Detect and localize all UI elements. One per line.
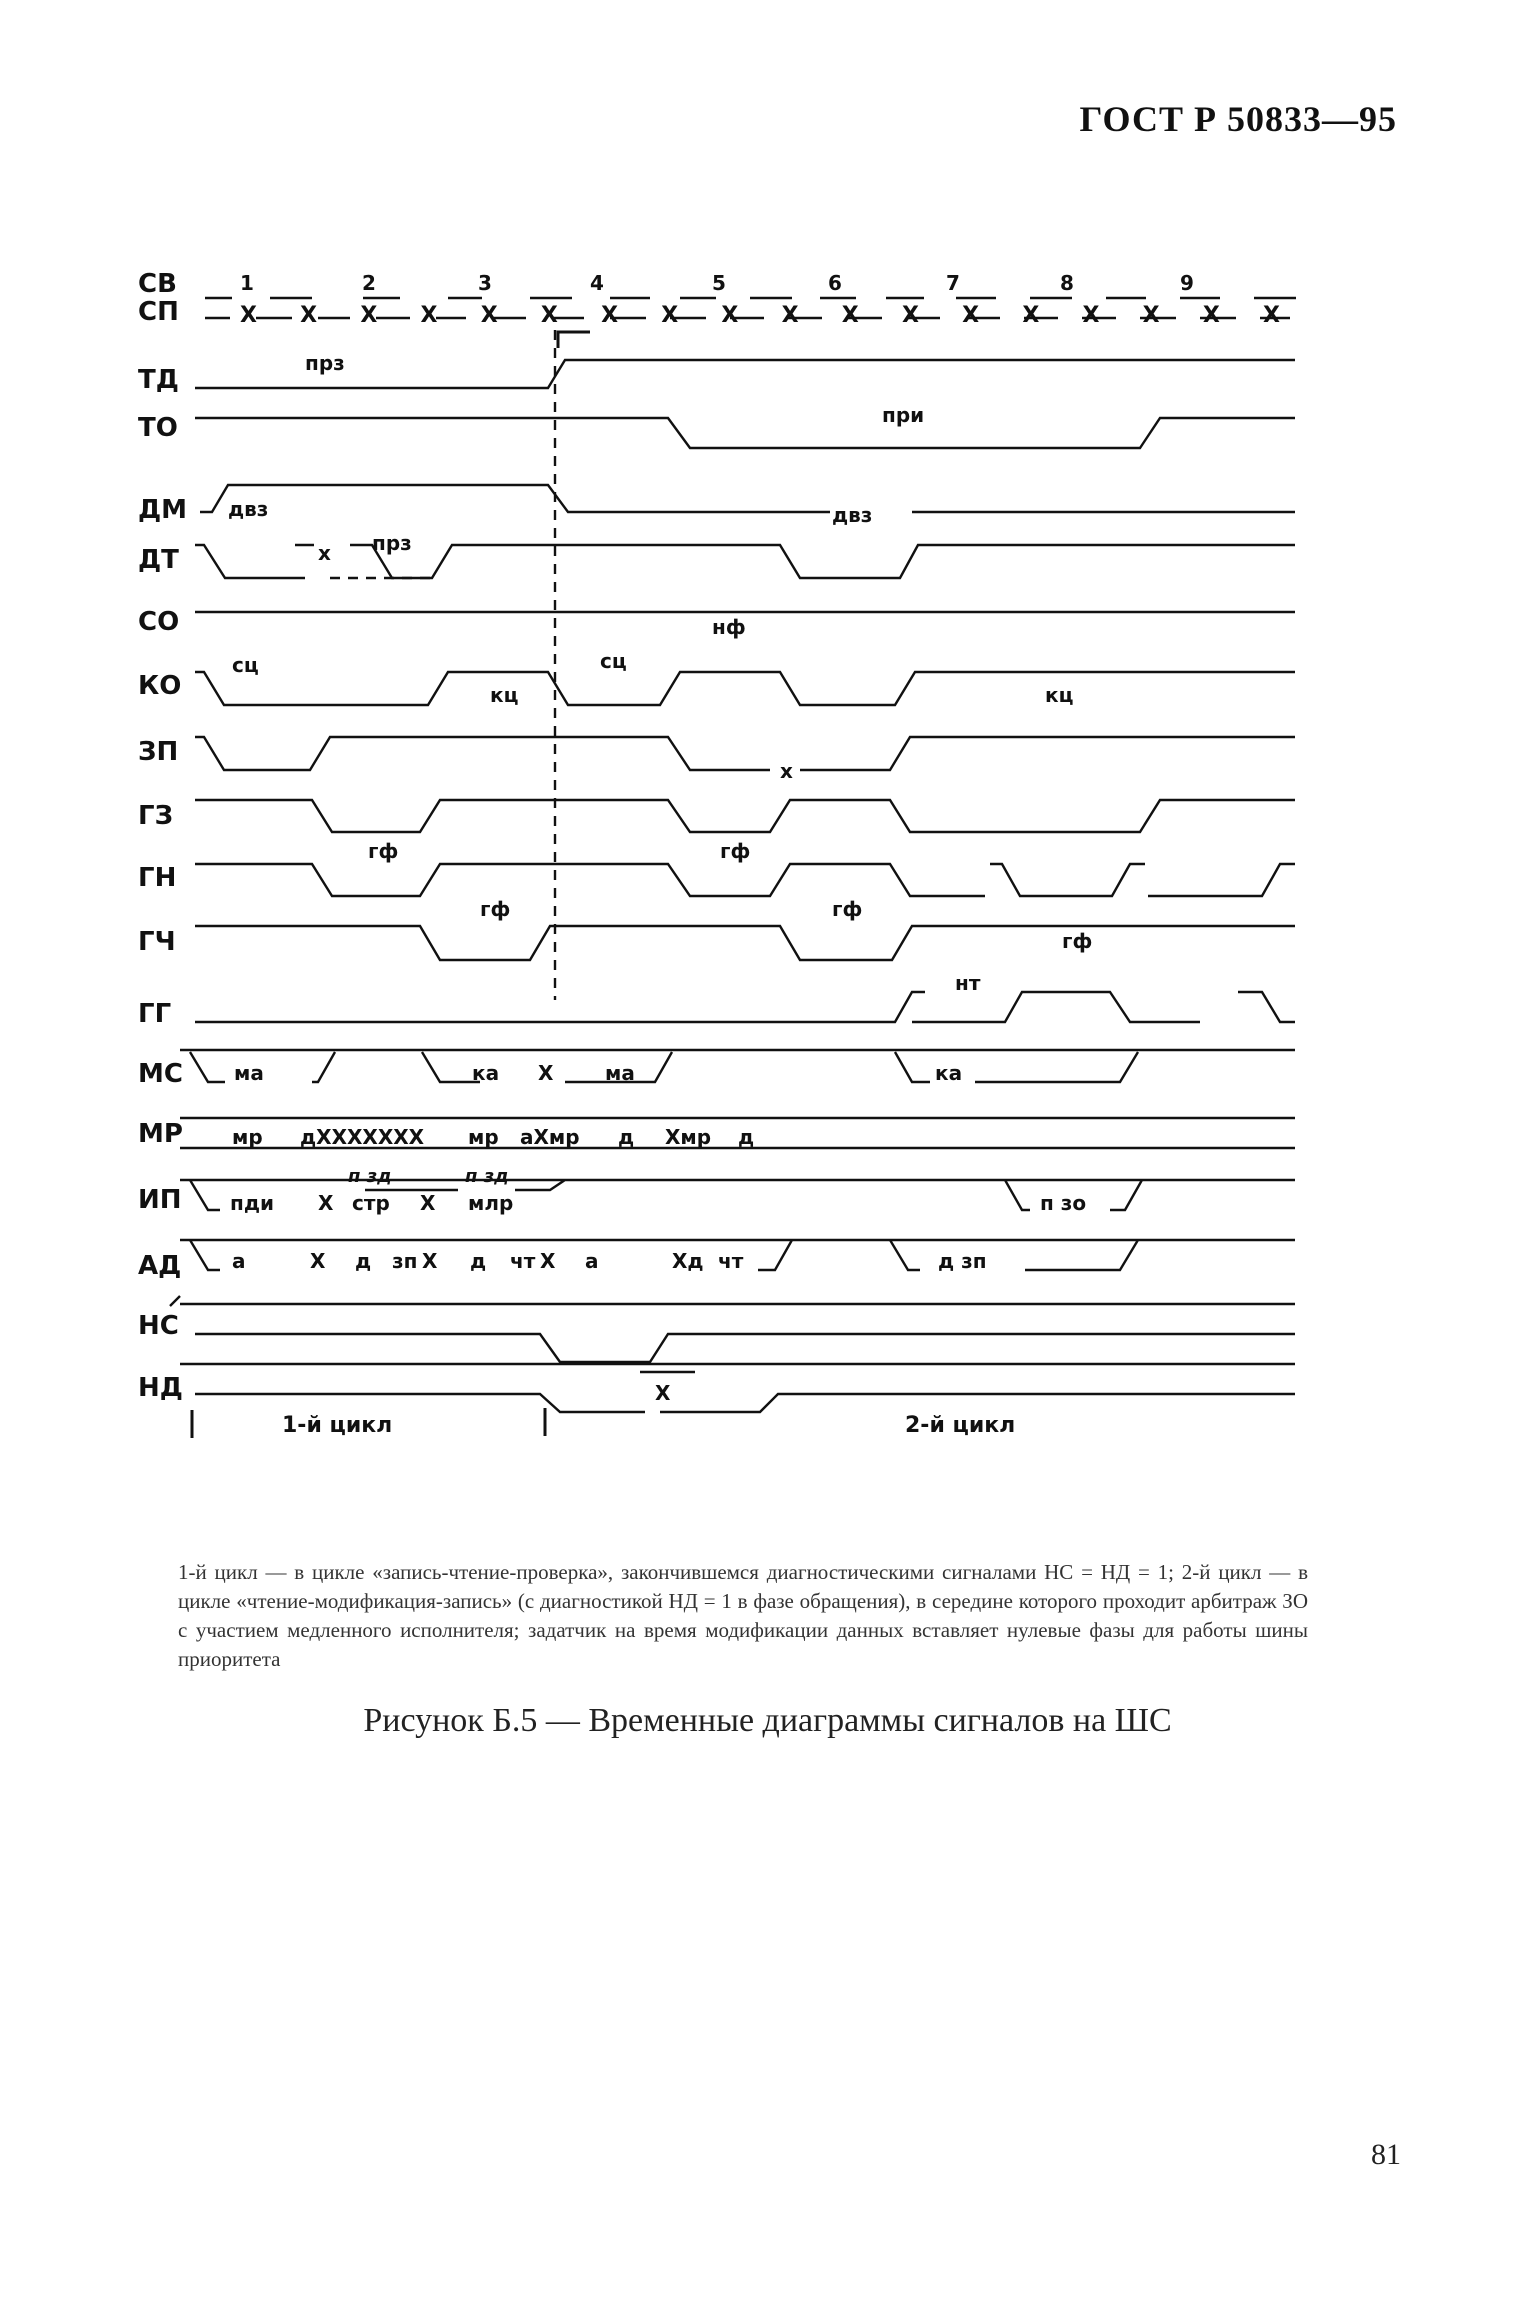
- row-ko: [195, 672, 1295, 705]
- signal-label-ad: АД: [138, 1251, 182, 1281]
- dm-dvz-label-2: двз: [832, 503, 873, 527]
- row-to: [195, 418, 1295, 448]
- signal-label-ns: НС: [138, 1311, 179, 1341]
- row-ns-tick: [170, 1296, 180, 1306]
- sp-x-marks: Х Х Х Х Х Х Х Х Х Х Х Х Х Х Х Х Х Х: [240, 303, 1280, 328]
- slot-number-1: 1: [240, 271, 254, 295]
- ad-d-label-2: д: [470, 1249, 487, 1273]
- ad-cht-label-1: чт: [510, 1249, 536, 1273]
- row-gn: [195, 864, 1295, 896]
- row-gz: [195, 800, 1295, 832]
- ms-ma-label-1: ма: [234, 1061, 264, 1085]
- divider-top-hook: [558, 332, 590, 348]
- mr-xmr-label: Хмр: [665, 1125, 712, 1149]
- ms-ka-label-2: ка: [935, 1061, 963, 1085]
- mr-axmr-label: аХмр: [520, 1125, 580, 1149]
- slot-number-8: 8: [1060, 271, 1074, 295]
- ad-x-label-2: Х: [422, 1249, 438, 1273]
- mr-d-label-2: д: [738, 1125, 755, 1149]
- ko-sc-label-2: сц: [600, 649, 627, 673]
- row-gch: [195, 926, 1295, 960]
- td-prz-label: прз: [305, 351, 345, 375]
- slot-number-3: 3: [478, 271, 492, 295]
- signal-label-nd: НД: [138, 1373, 183, 1403]
- cycle-label-first: 1-й цикл: [282, 1413, 393, 1438]
- mr-mr-label-2: мр: [468, 1125, 499, 1149]
- mr-sequence-label: дХХХХХХХ: [300, 1125, 425, 1149]
- signal-label-sp: СП: [138, 297, 179, 327]
- signal-label-gn: ГН: [138, 863, 177, 893]
- nd-x-label: Х: [655, 1381, 671, 1405]
- dt-prz-label: прз: [372, 531, 412, 555]
- row-nd: [180, 1364, 1295, 1412]
- row-gg: [195, 992, 1295, 1022]
- slot-number-6: 6: [828, 271, 842, 295]
- to-pri-label: при: [882, 403, 925, 427]
- slot-number-2: 2: [362, 271, 376, 295]
- zp-x-label: х: [780, 759, 793, 783]
- mr-mr-label-1: мр: [232, 1125, 263, 1149]
- ip-str-label: стр: [352, 1191, 390, 1215]
- so-nf-label: нф: [712, 615, 746, 639]
- signal-label-to: ТО: [138, 413, 178, 443]
- ip-pdi-label: пди: [230, 1191, 274, 1215]
- ip-x-label-1: Х: [318, 1191, 334, 1215]
- row-ad-labels: [232, 1249, 987, 1273]
- ip-pzo-label: п зо: [1040, 1191, 1087, 1215]
- signal-labels: [138, 269, 187, 1403]
- gch-gf-label-3: гф: [1062, 929, 1093, 953]
- row-ms: [180, 1050, 1295, 1082]
- row-ns: [180, 1304, 1295, 1362]
- ms-ka-label-1: ка: [472, 1061, 500, 1085]
- signal-label-td: ТД: [138, 365, 179, 395]
- signal-label-so: СО: [138, 607, 180, 637]
- ko-kc-label-1: кц: [490, 683, 519, 707]
- ad-x-label-1: Х: [310, 1249, 326, 1273]
- slot-number-7: 7: [946, 271, 960, 295]
- signal-label-dt: ДТ: [138, 545, 179, 575]
- signal-label-ko: КО: [138, 671, 182, 701]
- document-number: ГОСТ Р 50833—95: [1079, 99, 1397, 139]
- ad-zp-label: зп: [392, 1249, 418, 1273]
- ad-dzp-label: д зп: [938, 1249, 987, 1273]
- cycle-label-second: 2-й цикл: [905, 1413, 1016, 1438]
- ad-cht-label-2: чт: [718, 1249, 744, 1273]
- ip-pzd-label-2: п зд: [465, 1166, 509, 1187]
- slot-number-9: 9: [1180, 271, 1194, 295]
- ad-a-label-2: а: [585, 1249, 599, 1273]
- row-zp: [195, 737, 1295, 770]
- gz-gf-label-1: гф: [368, 839, 399, 863]
- ip-x-label-2: Х: [420, 1191, 436, 1215]
- ko-kc-label-2: кц: [1045, 683, 1074, 707]
- ms-ma-label-2: ма: [605, 1061, 635, 1085]
- page-number: 81: [1371, 2138, 1401, 2171]
- ad-a-label-1: а: [232, 1249, 246, 1273]
- signal-label-ip: ИП: [138, 1185, 182, 1215]
- signal-label-dm: ДМ: [138, 495, 188, 525]
- slot-number-5: 5: [712, 271, 726, 295]
- signal-label-gg: ГГ: [138, 999, 172, 1029]
- dm-dvz-label-1: двз: [228, 497, 269, 521]
- ad-x-label-3: Х: [540, 1249, 556, 1273]
- gch-gf-label-2: гф: [832, 897, 863, 921]
- ad-d-label-1: д: [355, 1249, 372, 1273]
- mr-d-label-1: д: [618, 1125, 635, 1149]
- row-dt: [195, 545, 1295, 578]
- row-sv: [205, 271, 1296, 298]
- ip-pzd-label-1: п зд: [348, 1166, 392, 1187]
- row-dm: [200, 485, 1295, 512]
- slot-number-4: 4: [590, 271, 604, 295]
- row-sp: [205, 303, 1290, 328]
- ad-xd-label: Хд: [672, 1249, 704, 1273]
- signal-label-zp: ЗП: [138, 737, 179, 767]
- gch-gf-label-1: гф: [480, 897, 511, 921]
- signal-label-mr: МР: [138, 1119, 183, 1149]
- ko-sc-label-1: сц: [232, 653, 259, 677]
- dt-x-label: х: [318, 541, 331, 565]
- row-mr-labels: [232, 1125, 754, 1149]
- gz-gf-label-2: гф: [720, 839, 751, 863]
- signal-label-sv: СВ: [138, 269, 177, 299]
- signal-label-gz: ГЗ: [138, 801, 174, 831]
- row-td: [195, 360, 1295, 388]
- signal-label-ms: МС: [138, 1059, 183, 1089]
- figure-caption: Рисунок Б.5 — Временные диаграммы сигналов на ШС: [363, 1702, 1172, 1739]
- gg-nt-label: нт: [955, 971, 981, 995]
- ms-x-label: Х: [538, 1061, 554, 1085]
- ip-mlr-label: млр: [468, 1191, 514, 1215]
- figure-note: 1-й цикл — в цикле «запись-чтение-проверка», закончившемся диагностическими сигналами НС = НД = 1; 2-й цикл — в цикле «чтение-модификация-запись» (с диагностикой НД = 1 в фазе обращения), в середине которого проходит арбитраж ЗО с участием медленного исполнителя; задатчик на время модификации данных вставляет нулевые фазы для работы шины приоритета: [178, 1560, 1308, 1671]
- signal-label-gch: ГЧ: [138, 927, 176, 957]
